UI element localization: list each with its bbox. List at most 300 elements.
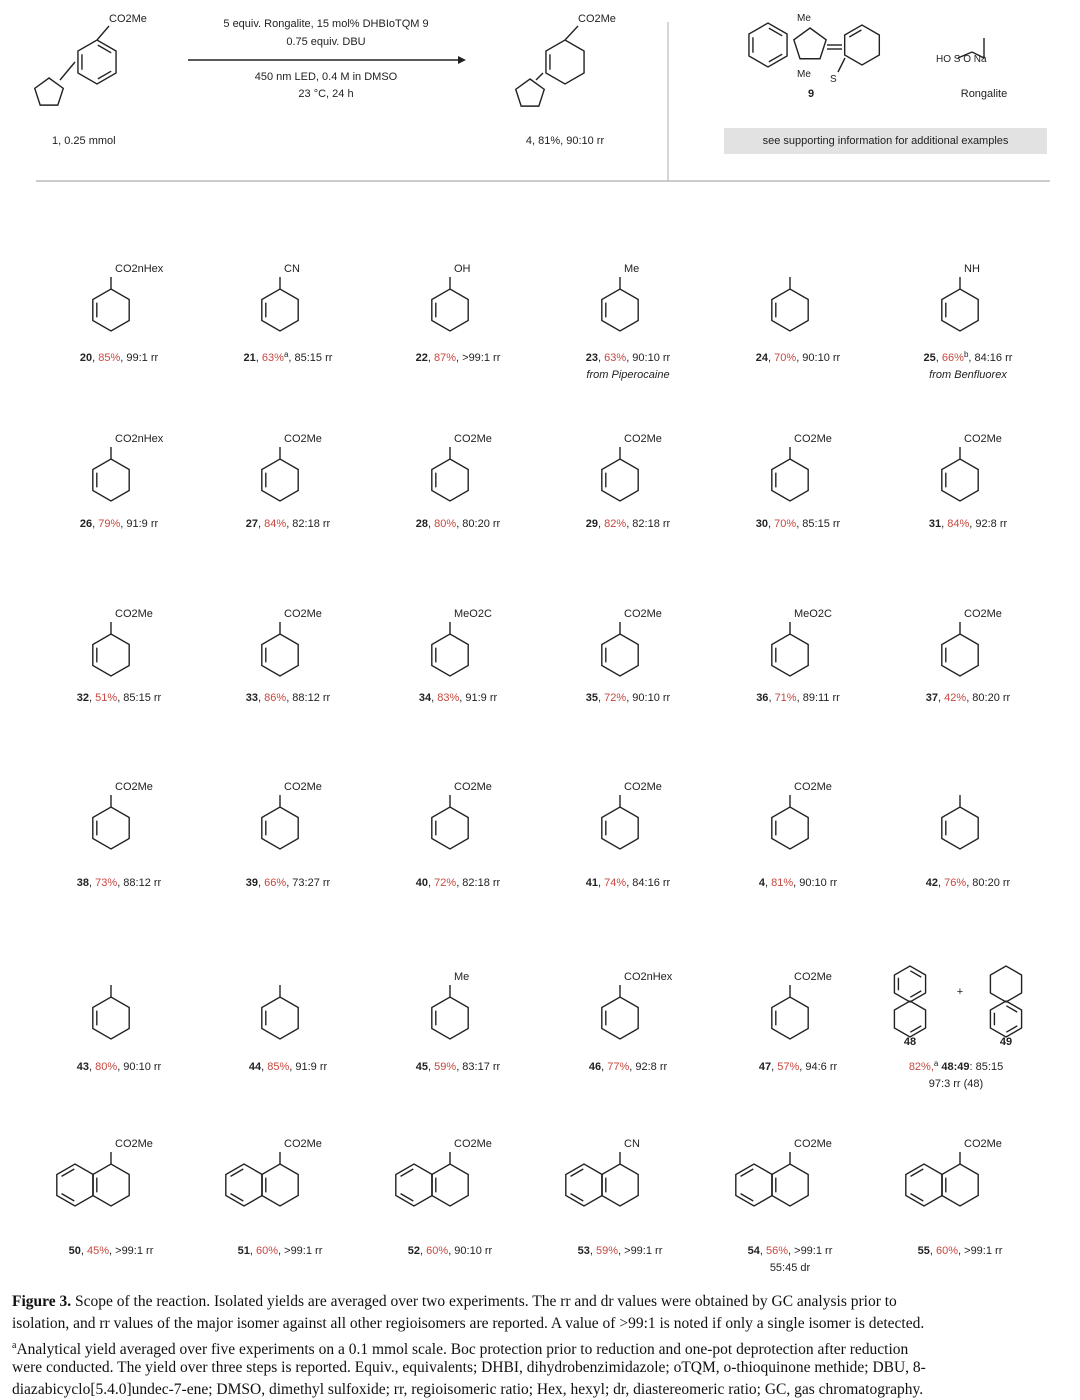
separator: , [89,692,96,704]
ratio-value: , 85:15 rr [117,692,162,704]
ratio-value: , 90:10 rr [626,692,671,704]
separator: , [249,1245,257,1257]
compound-label-25 [924,350,1013,365]
plus-sign: + [956,986,964,998]
group-label-33: CO2Me [284,608,322,620]
cyclohexene-ring-41 [602,807,638,849]
compound-id: 55 [917,1245,930,1257]
yield-value: 57% [777,1061,800,1073]
ratio-value: , >99:1 rr [788,1245,833,1257]
group-label-23: Me [624,263,640,275]
compound-id: 34 [418,692,432,704]
cyclohexene-ring-51 [262,1164,298,1206]
caption-line-3: $^a$Analytical yield averaged over five experiments on a 0.1 mmol scale. Boc protection prior to reduction and one-pot deprotection after reduction [12,1340,909,1359]
sm-benzene-ring [78,40,116,84]
compound-label-44 [249,1061,328,1073]
group-label-36: MeO2C [794,608,832,620]
yield-value: 85% [267,1061,290,1073]
compound-id: 53 [577,1245,590,1257]
separator: , [938,692,945,704]
cyclohexene-ring-21 [262,289,298,331]
separator: , [431,692,438,704]
group-label-37: CO2Me [964,608,1002,620]
separator: , [92,352,99,364]
group-label-4: CO2Me [794,781,832,793]
structures-layer [35,23,1022,1206]
cyclohexene-ring-55 [942,1164,978,1206]
ratio-value: , 92:8 rr [629,1061,668,1073]
compound-id: 33 [245,692,259,704]
yield-value: 63% [604,352,627,364]
yield-value: 83% [437,692,460,704]
group-label-30: CO2Me [794,433,832,445]
yield-value: 84% [947,518,970,530]
group-label-46: CO2nHex [624,971,673,983]
yield-value: 84% [264,518,287,530]
conditions-line1: 5 equiv. Rongalite, 15 mol% DHBIoTQM 9 [223,18,429,30]
tetrahydro-ring-49 [990,966,1021,1002]
rongalite-formula: HO S O Na [936,54,987,65]
catalyst-sulfur: S [830,74,837,85]
compound-id: 52 [407,1245,421,1257]
caption-line-2: isolation, and rr values of the major isomer against all other regioisomers are reported. A value of >99:1 is noted if only a single isomer is detected. [12,1315,925,1332]
yield-value: 71% [774,692,797,704]
compound-note-23: from Piperocaine [586,369,670,381]
mixture-ratio: : 85:15 [969,1061,1004,1073]
yield-value: 42% [944,692,967,704]
separator: , [427,352,435,364]
cyclohexene-ring-31 [942,459,978,501]
compound-label-41 [586,877,671,889]
compound-id: 40 [415,877,429,889]
rongalite-label: Rongalite [960,88,1008,100]
ratio-value: , 94:6 rr [799,1061,838,1073]
cyclohexene-ring-46 [602,997,638,1039]
ratio-value: , 82:18 rr [286,518,331,530]
group-label-35: CO2Me [624,608,662,620]
catalyst-imidazoline-ring [794,28,826,59]
separator: , [768,352,775,364]
mixture-yield: 82%, [908,1061,934,1073]
compound-label-29 [586,518,671,530]
yield-value: 81% [771,877,794,889]
yield-value: 56% [766,1245,789,1257]
product-cyclohexene-ring [546,40,584,84]
separator: , [598,692,605,704]
cyclohexene-ring-47 [772,997,808,1039]
compound-label-54 [748,1245,833,1257]
group-label-53: CN [624,1138,640,1150]
ratio-value: , 84:16 rr [968,352,1013,364]
compound-label-26 [80,518,159,530]
yield-value: 66% [941,352,964,364]
compound-id: 45 [415,1061,429,1073]
separator: , [941,518,948,530]
compound-label-37 [926,692,1011,704]
compound-id: 47 [758,1061,772,1073]
group-label-27: CO2Me [284,433,322,445]
ratio-value: , >99:1 rr [109,1245,154,1257]
compound-label-45 [416,1061,501,1073]
compound-id: 29 [585,518,599,530]
compound-note-25: from Benfluorex [929,369,1007,381]
ratio-value: , >99:1 rr [278,1245,323,1257]
sm-ester-group: CO2Me [109,13,147,25]
separator: , [589,1245,597,1257]
cyclohexene-ring-54 [772,1164,808,1206]
footnote-mark: b [963,349,969,359]
separator: , [258,877,265,889]
group-label-34: MeO2C [454,608,492,620]
compound-id: 37 [925,692,939,704]
caption-text-1: Scope of the reaction. Isolated yields are averaged over two experiments. The rr and dr values were obtained by GC analysis prior to [71,1293,897,1310]
separator: , [764,877,772,889]
ratio-value: , >99:1 rr [958,1245,1003,1257]
cyclohexene-ring-43 [93,997,129,1039]
group-label-28: CO2Me [454,433,492,445]
compound-label-42 [926,877,1011,889]
ratio-value: , 90:10 rr [796,352,841,364]
conditions-line4: 23 °C, 24 h [298,88,354,100]
conditions-line3: 450 nm LED, 0.4 M in DMSO [254,71,398,83]
fused-ring-53 [566,1164,602,1206]
group-label-51: CO2Me [284,1138,322,1150]
ratio-value: , 82:18 rr [456,877,501,889]
ratio-value: , >99:1 rr [618,1245,663,1257]
fused-ring-52 [396,1164,432,1206]
yield-value: 87% [434,352,457,364]
compound-label-28 [416,518,501,530]
cyclohexene-ring-38 [93,807,129,849]
compound-id: 21 [243,352,256,364]
separator: , [428,1061,435,1073]
yield-value: 85% [98,352,121,364]
compound-id: 23 [585,352,599,364]
separator: , [80,1245,88,1257]
yield-value: 59% [596,1245,619,1257]
cyclohexene-ring-36 [772,634,808,676]
ratio-value: , 85:15 rr [288,352,333,364]
cyclohexene-ring-42 [942,807,978,849]
yield-value: 51% [95,692,118,704]
group-label-38: CO2Me [115,781,153,793]
yield-value: 80% [434,518,457,530]
fused-ring-50 [57,1164,93,1206]
compound-note-54: 55:45 dr [769,1262,811,1274]
separator: , [598,877,605,889]
catalyst-thioquinone-ring [845,25,880,65]
arrow-head [458,56,466,64]
product-pyrazole-ring [516,79,545,106]
ratio-value: , 90:10 rr [626,352,671,364]
cyclohexene-ring-4 [772,807,808,849]
yield-value: 86% [264,692,287,704]
compound-id: 28 [415,518,429,530]
cyclohexene-ring-37 [942,634,978,676]
yield-value: 73% [95,877,118,889]
group-label-39: CO2Me [284,781,322,793]
compound-label-53 [578,1245,663,1257]
ratio-value: , >99:1 rr [456,352,501,364]
compound-label-31 [929,518,1008,530]
yield-value: 72% [434,877,457,889]
separator: , [601,1061,608,1073]
caption-line-1 [12,1291,1070,1312]
cyclohexene-ring-39 [262,807,298,849]
compound-id: 46 [588,1061,602,1073]
compound-id: 38 [76,877,90,889]
compound-label-52 [408,1245,493,1257]
ratio-value: , 73:27 rr [286,877,331,889]
group-label-54: CO2Me [794,1138,832,1150]
ratio-value: , 91:9 rr [289,1061,328,1073]
catalyst-me-top: Me [797,13,811,24]
separator: , [258,518,265,530]
cyclohexene-ring-28 [432,459,468,501]
separator: , [768,518,775,530]
ratio-value: , 89:11 rr [796,692,840,704]
ratio-value: , 92:8 rr [969,518,1008,530]
ratio-value: , 90:10 rr [117,1061,162,1073]
separator: , [771,1061,778,1073]
cyclohexene-ring-40 [432,807,468,849]
compound-label-35 [586,692,671,704]
group-label-22: OH [454,263,471,275]
compound-id: 42 [925,877,939,889]
compound-id: 44 [248,1061,262,1073]
cyclohexene-ring-20 [93,289,129,331]
ratio-value: , 85:15 rr [796,518,841,530]
yield-value: 59% [434,1061,457,1073]
yield-value: 70% [774,352,797,364]
compound-label-51 [238,1245,323,1257]
group-label-52: CO2Me [454,1138,492,1150]
compound-label-27 [246,518,331,530]
compound-label-33 [246,692,331,704]
compound-label-47 [759,1061,838,1073]
cyclohexene-ring-34 [432,634,468,676]
yield-value: 77% [607,1061,630,1073]
sm-n-aryl-bond [60,62,75,80]
compound-label-20 [80,352,159,364]
separator: , [768,692,775,704]
ratio-value: , 99:1 rr [120,352,159,364]
cyclohexene-ring-30 [772,459,808,501]
yield-value: 70% [774,518,797,530]
group-label-31: CO2Me [964,433,1002,445]
fused-ring-54 [736,1164,772,1206]
cyclohexene-ring-32 [93,634,129,676]
ratio-value: , 91:9 rr [120,518,159,530]
labels-layer [69,263,1013,1274]
yield-value: 80% [95,1061,118,1073]
ratio-value: , 80:20 rr [456,518,501,530]
ratio-value: , 88:12 rr [286,692,331,704]
ratio-value: , 83:17 rr [456,1061,501,1073]
cyclohexene-ring-29 [602,459,638,501]
compound-label-55 [918,1245,1003,1257]
group-label-21: CN [284,263,300,275]
catalyst-number: 9 [807,88,815,100]
yield-value: 60% [256,1245,279,1257]
product-n-bond [536,73,543,80]
compound-id: 25 [923,352,936,364]
sm-pyrazole-ring [35,78,64,105]
starting-material-label: 1, 0.25 mmol [52,135,116,147]
ratio-value: , 90:10 rr [448,1245,493,1257]
compound-id: 24 [755,352,769,364]
product-label: 4, 81%, 90:10 rr [525,135,605,147]
separator: , [258,692,265,704]
label-48: 48 [903,1036,917,1048]
yield-value: 79% [98,518,121,530]
caption-text-3: Analytical yield averaged over five experiments on a 0.1 mmol scale. Boc protection prior to reduction and one-pot deprotection after reduction [16,1341,909,1359]
cyclohexene-ring-25 [942,289,978,331]
yield-value: 82% [604,518,627,530]
compound-id: 51 [237,1245,250,1257]
yield-value: 72% [604,692,627,704]
group-label-45: Me [454,971,470,983]
compound-id: 43 [76,1061,90,1073]
label-49: 49 [999,1036,1013,1048]
compound-id: 27 [245,518,259,530]
compound-id: 54 [747,1245,760,1257]
separator: , [938,877,945,889]
ratio-value: , 82:18 rr [626,518,671,530]
compound-label-43 [77,1061,162,1073]
footnote-mark: a [283,349,289,359]
group-label-40: CO2Me [454,781,492,793]
cyclohexene-ring-45 [432,997,468,1039]
catalyst-benzo-ring [749,23,787,67]
group-label-29: CO2Me [624,433,662,445]
compound-id: 26 [79,518,93,530]
group-label-50: CO2Me [115,1138,153,1150]
yield-value: 45% [87,1245,110,1257]
compound-id: 4 [758,877,765,889]
compound-id: 41 [585,877,599,889]
caption-line-4: were conducted. The yield over three steps is reported. Equiv., equivalents; DHBI, dihydrobenzimidazole; oTQM, o-thioquinone methide; DBU, 8- [12,1359,926,1376]
compound-id: 31 [928,518,942,530]
mixture-rr: 97:3 rr (48) [928,1078,984,1090]
group-label-26: CO2nHex [115,433,164,445]
separator: , [255,352,262,364]
ratio-value: , 80:20 rr [966,877,1011,889]
yield-value: 74% [604,877,627,889]
ratio-value: , 90:10 rr [793,877,838,889]
compound-id: 50 [68,1245,81,1257]
group-label-20: CO2nHex [115,263,164,275]
separator: , [929,1245,937,1257]
compound-label-4 [759,877,838,889]
group-label-41: CO2Me [624,781,662,793]
fused-ring-55 [906,1164,942,1206]
ratio-value: , 88:12 rr [117,877,162,889]
separator: , [428,877,435,889]
cyclohexene-ring-33 [262,634,298,676]
compound-id: 36 [756,692,769,704]
compound-label-50 [69,1245,154,1257]
compound-label-39 [246,877,331,889]
compound-label-36 [756,692,840,704]
compound-label-24 [756,352,841,364]
fused-ring-51 [226,1164,262,1206]
separator: , [935,352,942,364]
product-ester-group: CO2Me [578,13,616,25]
compound-label-22 [416,352,501,364]
group-label-25: NH [964,263,980,275]
mixture-yield-label [909,1059,1003,1074]
separator: , [759,1245,767,1257]
compound-label-46 [589,1061,668,1073]
compound-id: 22 [415,352,428,364]
catalyst-cs-bond [838,58,845,72]
cyclohexene-ring-50 [93,1164,129,1206]
mixture-ratio-label: 48:49 [938,1061,970,1073]
yield-value: 66% [264,877,287,889]
ratio-value: , 80:20 rr [966,692,1011,704]
footnote-mark: a [933,1058,939,1068]
cyclohexene-ring-53 [602,1164,638,1206]
yield-value: 63% [261,352,284,364]
catalyst-me-bottom: Me [797,69,811,80]
separator: , [598,518,605,530]
yield-value: 76% [944,877,967,889]
cyclohexene-ring-23 [602,289,638,331]
cyclohexene-ring-24 [772,289,808,331]
yield-value: 60% [936,1245,959,1257]
compound-id: 39 [245,877,259,889]
compound-label-40 [416,877,501,889]
compound-id: 30 [755,518,769,530]
ratio-value: , 91:9 rr [459,692,498,704]
separator: , [92,518,99,530]
separator: , [420,1245,427,1257]
group-label-32: CO2Me [115,608,153,620]
separator: , [261,1061,268,1073]
compound-id: 35 [585,692,599,704]
compound-id: 32 [76,692,90,704]
group-label-55: CO2Me [964,1138,1002,1150]
conditions-line2: 0.75 equiv. DBU [286,36,366,48]
compound-id: 20 [79,352,93,364]
cyclohexene-ring-44 [262,997,298,1039]
figure-number: Figure 3. [12,1293,72,1310]
compound-label-30 [756,518,841,530]
separator: , [89,1061,96,1073]
cyclohexene-ring-26 [93,459,129,501]
separator: , [428,518,435,530]
cyclohexene-ring-35 [602,634,638,676]
separator: , [89,877,96,889]
cyclohexene-ring-22 [432,289,468,331]
sm-ester-bond [97,26,109,40]
compound-label-21 [244,350,333,365]
caption-line-5: diazabicyclo[5.4.0]undec-7-ene; DMSO, dimethyl sulfoxide; rr, regioisomeric ratio; Hex, hexyl; dr, diastereomeric ratio; GC, gas chromatography. [12,1381,924,1398]
compound-label-23 [586,352,671,364]
see-supporting-info-box: see supporting information for additional examples [724,128,1047,154]
compound-label-38 [77,877,162,889]
yield-value: 60% [426,1245,449,1257]
cyclohexene-ring-27 [262,459,298,501]
compound-label-32 [77,692,162,704]
compound-label-34 [419,692,498,704]
ratio-value: , 84:16 rr [626,877,671,889]
product-ester-bond [565,26,578,40]
group-label-47: CO2Me [794,971,832,983]
separator: , [598,352,605,364]
cyclohexene-ring-52 [432,1164,468,1206]
